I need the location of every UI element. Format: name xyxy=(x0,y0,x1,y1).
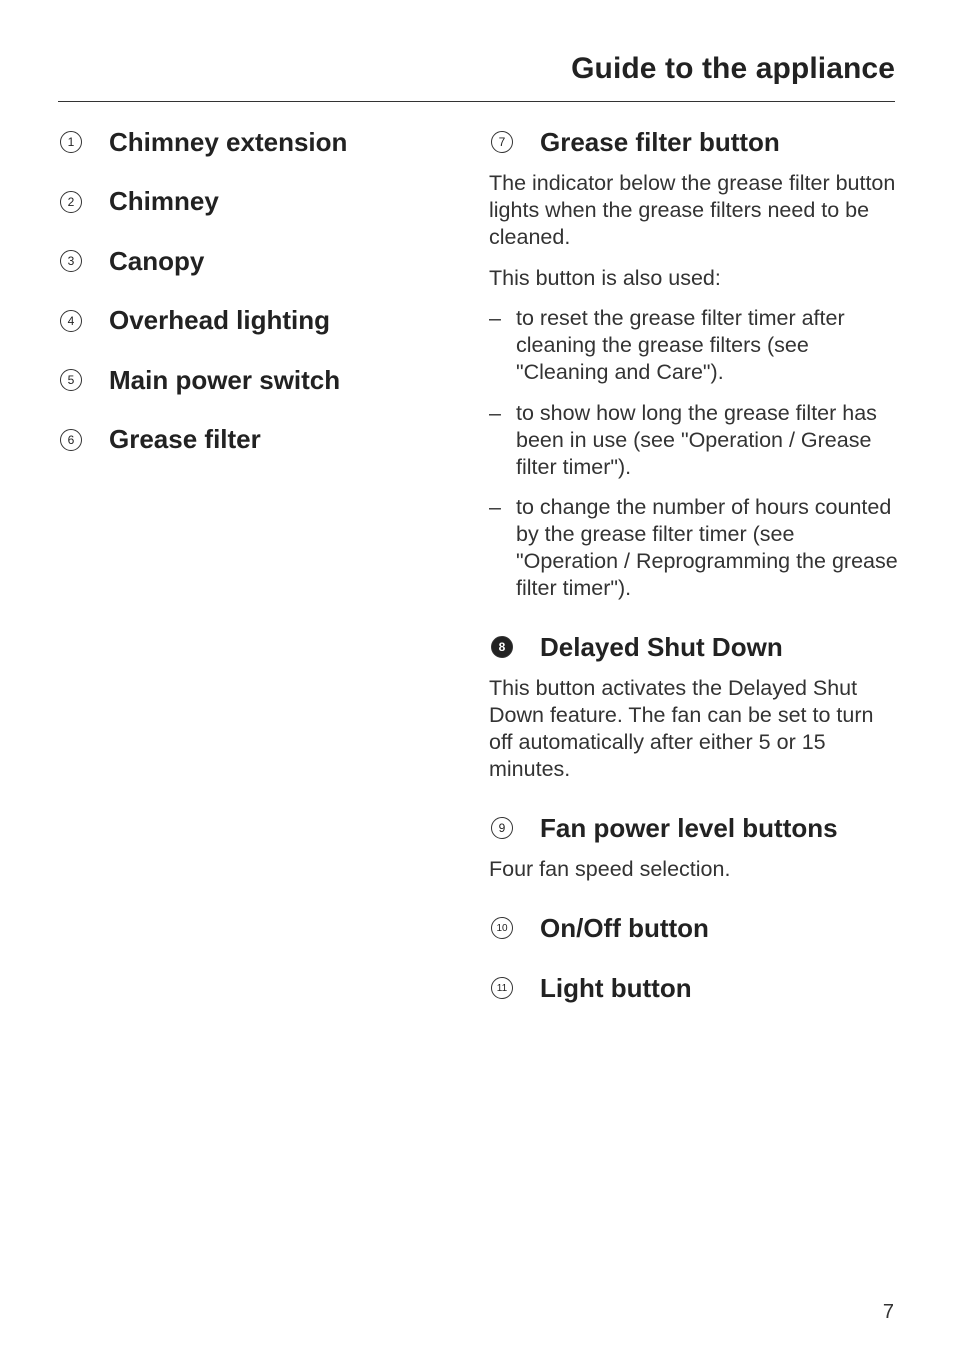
item-label: Overhead lighting xyxy=(109,305,331,335)
item-grease-filter xyxy=(58,420,438,460)
number-badge: 6 xyxy=(60,429,82,451)
number-badge: 11 xyxy=(491,977,513,999)
item-label: Canopy xyxy=(109,245,205,276)
section-title: Grease filter button xyxy=(540,126,780,157)
section-title: Fan power level buttons xyxy=(540,812,838,843)
item-label: Main power switch xyxy=(109,364,341,395)
list-item: – to reset the grease filter timer after cleaning the grease filters (see "Cleaning and Care"). xyxy=(489,306,845,384)
section-heading xyxy=(489,627,899,667)
list-item: – to change the number of hours counted by the grease filter timer (see "Operation / Reprogramming the grease filter timer"). xyxy=(489,495,898,600)
section-delayed-shut-down xyxy=(489,627,899,783)
bullet-list xyxy=(489,305,899,602)
section-fan-power xyxy=(489,808,899,883)
number-badge: 4 xyxy=(60,310,82,332)
item-canopy xyxy=(58,241,438,281)
item-overhead-lighting xyxy=(58,301,438,341)
item-label: Chimney extension xyxy=(109,126,348,157)
number-badge: 5 xyxy=(60,369,82,391)
page-number: 7 xyxy=(882,1301,894,1323)
paragraph: This button activates the Delayed Shut Down feature. The fan can be set to turn off automatically after either 5 or 15 minutes. xyxy=(489,676,874,781)
section-heading xyxy=(489,908,899,948)
paragraph: Four fan speed selection. xyxy=(489,857,731,881)
number-badge: 3 xyxy=(60,250,82,272)
item-label: Chimney xyxy=(109,186,219,216)
item-chimney xyxy=(58,182,438,222)
right-column xyxy=(489,122,899,1008)
number-badge: 1 xyxy=(60,131,82,153)
header-divider xyxy=(58,101,895,102)
section-title: Light button xyxy=(540,972,692,1003)
section-heading xyxy=(489,808,899,848)
item-main-power-switch xyxy=(58,360,438,400)
paragraph: The indicator below the grease filter button lights when the grease filters need to be cleaned. xyxy=(489,171,896,249)
number-badge: 2 xyxy=(60,191,82,213)
section-on-off xyxy=(489,908,899,948)
section-light xyxy=(489,968,899,1008)
item-chimney-extension xyxy=(58,122,438,162)
section-grease-filter-button xyxy=(489,122,899,602)
page-title: Guide to the appliance xyxy=(571,52,895,85)
number-badge: 7 xyxy=(491,131,513,153)
item-label: Grease filter xyxy=(109,424,261,454)
number-badge: 9 xyxy=(491,817,513,839)
list-item: – to show how long the grease filter has been in use (see "Operation / Grease filter timer"). xyxy=(489,401,877,479)
section-heading xyxy=(489,968,899,1008)
section-title: On/Off button xyxy=(540,912,709,943)
section-heading xyxy=(489,122,899,162)
section-title: Delayed Shut Down xyxy=(540,631,783,662)
number-badge: 8 xyxy=(491,636,513,658)
paragraph: This button is also used: xyxy=(489,266,721,290)
left-column xyxy=(58,122,438,479)
number-badge: 10 xyxy=(491,917,513,939)
